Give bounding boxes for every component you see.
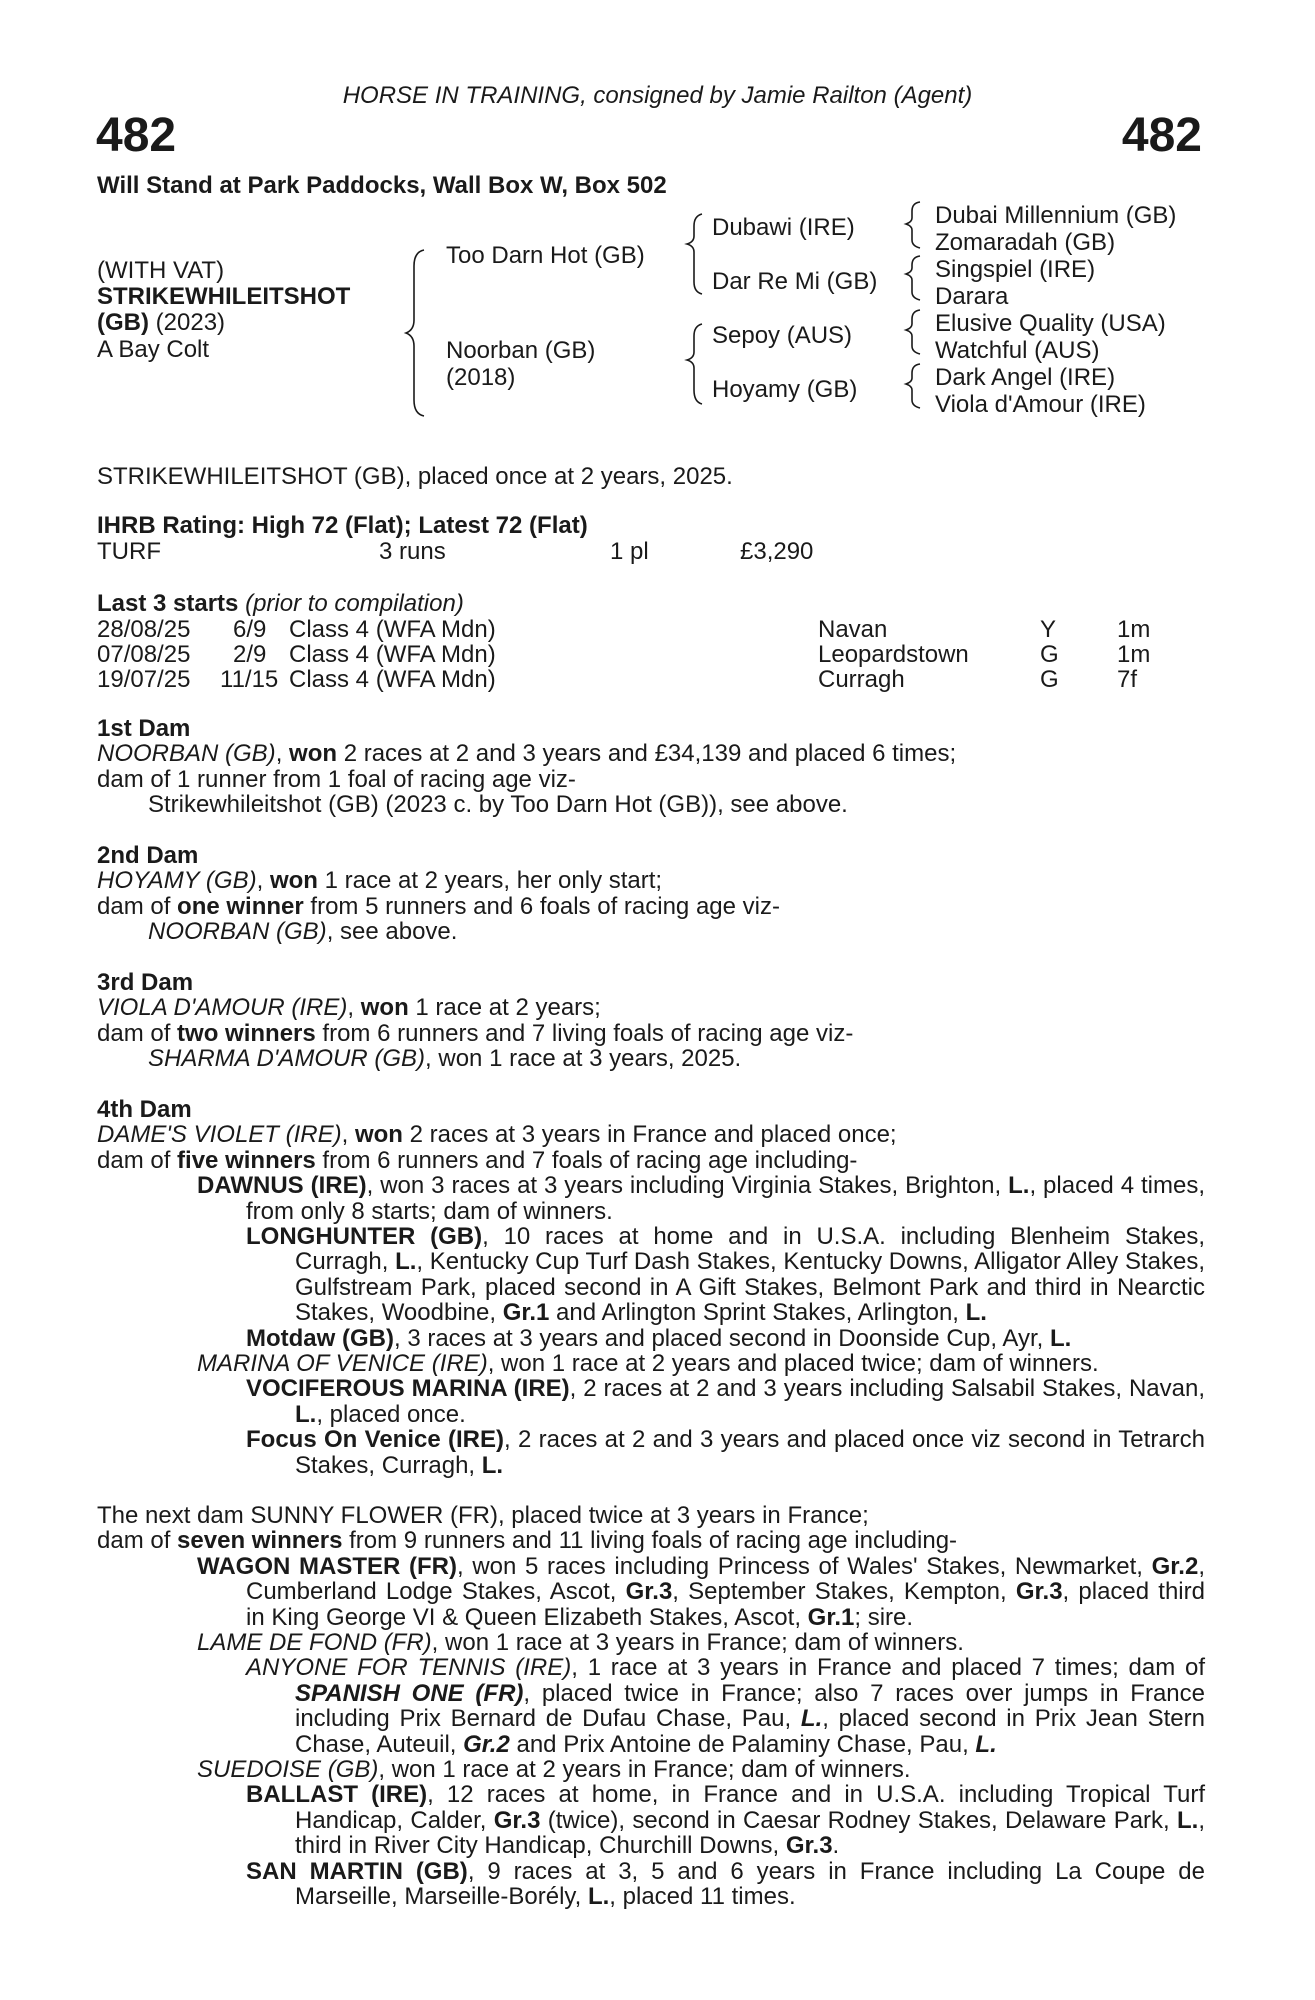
next-dam-section	[97, 1503, 1205, 1910]
group-label: Gr.3	[625, 1578, 673, 1606]
produce-record: , 10 races at home and in U.S.A. including Blenheim Stakes, Curragh,	[295, 1223, 1206, 1276]
produce-record: , placed 4 times, from only 8 starts; dam of winners.	[246, 1172, 1205, 1225]
start-course: Leopardstown	[818, 641, 969, 668]
produce-record: , won 1 race at 2 years and placed twice; dam of winners.	[487, 1350, 1099, 1378]
pedigree-sire-sire: Dubawi (IRE)	[712, 214, 855, 241]
start-position: 11/15	[220, 666, 279, 693]
listed-label: L.	[481, 1451, 504, 1479]
listed-label: L.	[1008, 1172, 1030, 1200]
start-distance: 1m	[1117, 616, 1151, 643]
dam-produce-line: dam of 1 runner from 1 foal of racing age viz-	[97, 765, 576, 793]
produce-record: , placed second in Prix Jean Stern Chase, Auteuil,	[295, 1705, 1205, 1758]
produce-suffix: from 6 runners and 7 foals of racing age including-	[315, 1146, 858, 1174]
horse-description: A Bay Colt	[97, 336, 210, 363]
produce-name: NOORBAN (GB)	[148, 918, 327, 946]
produce-name: Motdaw (GB)	[246, 1324, 394, 1352]
start-class: Class 4 (WFA Mdn)	[289, 641, 496, 668]
fourth-dam-section: 4th Dam DAME'S VIOLET (IRE), won 2 races at 3 years in France and placed once; dam of five winners from 6 runners and 7 foals of racing age including- DAWNUS (IRE), won 3 races at 3 years including Virginia Stakes, Brighton, L., placed 4 times, from only 8 starts; dam of winners. LONGHUNTER (GB), 10 races at home and in U.S.A. including Blenheim Stakes, Curragh, L., Kentucky Cup Turf Dash Stakes, Kentucky Downs, Alligator Alley Stakes, Gulfstream Park, placed second in A Gift Stakes, Belmont Park and third in Nearctic Stakes, Woodbine, Gr.1 and Arlington Sprint Stakes, Arlington, L. Motdaw (GB), 3 races at 3 years and placed second in Doonside Cup, Ayr, L. MARINA OF VENICE (IRE), won 1 race at 2 years and placed twice; dam of winners. VOCIFEROUS MARINA (IRE), 2 races at 2 and 3 years including Salsabil Stakes, Navan, L., placed once. Focus On Venice (IRE), 2 races at 2 and 3 years and placed once viz second in Tetrarch Stakes, Curragh, L.	[97, 1096, 1206, 1479]
start-distance: 1m	[1117, 641, 1151, 668]
produce-entry	[97, 1757, 1205, 1782]
produce-name: ANYONE FOR TENNIS (IRE)	[246, 1654, 572, 1682]
produce-record: , placed once.	[316, 1400, 466, 1428]
produce-name: LAME DE FOND (FR)	[197, 1629, 432, 1657]
produce-record: , won 1 race at 2 years in France; dam of winners.	[378, 1756, 911, 1784]
dam-record: 2 races at 2 and 3 years and £34,139 and placed 6 times;	[337, 740, 957, 768]
listed-label: L.	[1049, 1324, 1072, 1352]
produce-entry	[97, 1859, 1205, 1910]
produce-entry	[97, 1046, 1205, 1071]
produce-record: , won 1 race at 3 years in France; dam of winners.	[431, 1629, 964, 1657]
last-starts-note: (prior to compilation)	[238, 590, 464, 617]
produce-record: , placed twice in France; also 7 races over jumps in France including Prix Bernard de Dufau Chase, Pau,	[295, 1679, 1205, 1733]
produce-record: , won 5 races including Princess of Wales' Stakes, Newmarket,	[456, 1552, 1152, 1580]
produce-suffix: from 5 runners and 6 foals of racing age viz-	[303, 892, 780, 920]
dam-record: 2 races at 3 years in France and placed once;	[402, 1121, 897, 1149]
lot-number-left: 482	[96, 109, 177, 162]
winner-count: two winners	[177, 1019, 316, 1047]
winner-count: one winner	[177, 892, 304, 920]
produce-name: SPANISH ONE (FR)	[295, 1679, 524, 1707]
produce-name: VOCIFEROUS MARINA (IRE)	[246, 1375, 570, 1403]
produce-prefix: dam of	[97, 1019, 178, 1047]
start-position: 2/9	[233, 641, 267, 668]
produce-record: .	[832, 1832, 840, 1860]
brace-g56	[906, 310, 920, 354]
produce-entry	[97, 1782, 1205, 1858]
rating-prize: £3,290	[740, 538, 814, 565]
won-label: won	[360, 994, 409, 1022]
third-dam-section: 3rd Dam VIOLA D'AMOUR (IRE), won 1 race at 2 years; dam of two winners from 6 runners and 7 living foals of racing age viz- SHARMA D'AMOUR (GB), won 1 race at 3 years, 2025.	[97, 970, 1205, 1072]
start-date: 28/08/25	[97, 616, 191, 643]
brace-g78	[906, 364, 920, 408]
produce-entry	[97, 1326, 1205, 1351]
race-summary: STRIKEWHILEITSHOT (GB), placed once at 2 years, 2025.	[97, 463, 733, 490]
dam-name: VIOLA D'AMOUR (IRE)	[97, 994, 348, 1022]
dam-name: DAME'S VIOLET (IRE)	[97, 1121, 342, 1149]
produce-entry	[97, 1173, 1205, 1224]
pedigree-sire: Too Darn Hot (GB)	[446, 242, 645, 269]
produce-name: SAN MARTIN (GB)	[246, 1857, 468, 1885]
produce-name: SUEDOISE (GB)	[197, 1756, 379, 1784]
produce-entry: Strikewhileitshot (GB) (2023 c. by Too Darn Hot (GB)), see above.	[148, 791, 848, 819]
produce-record: and Prix Antoine de Palaminy Chase, Pau,	[509, 1730, 976, 1758]
stabling-info: Will Stand at Park Paddocks, Wall Box W, Box 502	[97, 172, 667, 199]
produce-name: MARINA OF VENICE (IRE)	[197, 1350, 488, 1378]
produce-entry	[97, 919, 1205, 944]
second-dam-section: 2nd Dam HOYAMY (GB), won 1 race at 2 years, her only start; dam of one winner from 5 runners and 6 foals of racing age viz- NOORBAN (GB), see above.	[97, 843, 1205, 945]
produce-record: , won 3 races at 3 years including Virginia Stakes, Brighton,	[366, 1172, 1009, 1200]
produce-record: , 2 races at 2 and 3 years including Salsabil Stakes, Navan,	[569, 1375, 1205, 1403]
produce-entry	[97, 1630, 1205, 1655]
produce-name: WAGON MASTER (FR)	[197, 1552, 457, 1580]
brace-dam	[687, 324, 702, 404]
group-label: Gr.2	[463, 1730, 510, 1758]
start-distance: 7f	[1117, 666, 1138, 693]
pedigree-g6: Watchful (AUS)	[935, 337, 1100, 364]
produce-name: DAWNUS (IRE)	[197, 1172, 367, 1200]
pedigree-g5: Elusive Quality (USA)	[935, 310, 1166, 337]
start-position: 6/9	[233, 616, 267, 643]
produce-entry	[97, 1224, 1205, 1326]
listed-label: L.	[975, 1730, 997, 1758]
pedigree-dam-sire: Sepoy (AUS)	[712, 322, 853, 349]
vat-status: (WITH VAT)	[97, 257, 225, 284]
produce-entry	[97, 1554, 1205, 1630]
dam-produce-line	[97, 1528, 1205, 1553]
brace-sire	[687, 214, 702, 294]
last-starts-title: Last 3 starts	[97, 590, 239, 617]
fourth-dam-heading: 4th Dam	[97, 1096, 192, 1123]
produce-name: LONGHUNTER (GB)	[246, 1223, 483, 1251]
produce-record: , September Stakes, Kempton,	[672, 1578, 1016, 1606]
first-dam-heading: 1st Dam	[97, 715, 191, 742]
pedigree-g4: Darara	[935, 283, 1009, 310]
start-course: Curragh	[818, 666, 905, 693]
produce-record: and Arlington Sprint Stakes, Arlington,	[549, 1299, 966, 1327]
pedigree-dam-dam: Hoyamy (GB)	[712, 376, 858, 403]
group-label: Gr.1	[807, 1603, 855, 1631]
produce-prefix: dam of	[97, 1146, 178, 1174]
produce-record: , Cumberland Lodge Stakes, Ascot,	[246, 1552, 1205, 1606]
pedigree-dam-year: (2018)	[446, 364, 516, 391]
first-dam-section: 1st Dam NOORBAN (GB), won 2 races at 2 and 3 years and £34,139 and placed 6 times; dam of 1 runner from 1 foal of racing age viz- Strikewhileitshot (GB) (2023 c. by Too Darn Hot (GB)), see above.	[97, 716, 1205, 818]
start-going: G	[1040, 641, 1059, 668]
produce-record: , 2 races at 2 and 3 years and placed once viz second in Tetrarch Stakes, Curragh,	[295, 1426, 1206, 1479]
start-going: G	[1040, 666, 1059, 693]
pedigree-g1: Dubai Millennium (GB)	[935, 202, 1177, 229]
winner-count: five winners	[177, 1146, 316, 1174]
produce-entry	[97, 1655, 1205, 1757]
produce-entry	[97, 1376, 1205, 1427]
produce-suffix: from 6 runners and 7 living foals of racing age viz-	[315, 1019, 854, 1047]
brace-g34	[906, 256, 920, 300]
pedigree-sire-dam: Dar Re Mi (GB)	[712, 268, 878, 295]
produce-record: , 3 races at 3 years and placed second in Doonside Cup, Ayr,	[393, 1324, 1050, 1352]
produce-record: ; sire.	[854, 1603, 914, 1631]
produce-record: , Kentucky Cup Turf Dash Stakes, Kentucky Downs, Alligator Alley Stakes, Gulfstream Park, placed second in A Gift Stakes, Belmont Park and third in Nearctic Stakes, Woodbine,	[295, 1248, 1206, 1327]
listed-label: L.	[587, 1883, 610, 1911]
produce-record: , placed third in King George VI & Queen Elizabeth Stakes, Ascot,	[246, 1578, 1205, 1631]
horse-year: (2023)	[148, 309, 226, 336]
listed-label: L.	[965, 1299, 987, 1327]
won-label: won	[354, 1121, 403, 1149]
horse-name: STRIKEWHILEITSHOT	[97, 283, 351, 310]
produce-record: , 12 races at home, in France and in U.S.A. including Tropical Turf Handicap, Calder,	[295, 1781, 1205, 1834]
lot-number-right: 482	[1121, 109, 1202, 162]
won-label: won	[289, 740, 338, 768]
group-label: Gr.3	[1015, 1578, 1063, 1606]
group-label: Gr.1	[502, 1299, 550, 1327]
produce-prefix: dam of	[97, 892, 178, 920]
won-label: won	[269, 867, 318, 895]
produce-name: BALLAST (IRE)	[246, 1781, 428, 1809]
produce-record: , see above.	[326, 918, 458, 946]
group-label: Gr.2	[1151, 1552, 1199, 1580]
start-course: Navan	[818, 616, 888, 643]
produce-record: , won 1 race at 3 years, 2025.	[425, 1045, 742, 1073]
produce-prefix: dam of	[97, 1527, 178, 1555]
start-date: 19/07/25	[97, 666, 191, 693]
pedigree-g8: Viola d'Amour (IRE)	[935, 391, 1146, 418]
listed-label: L.	[1177, 1806, 1199, 1834]
produce-name: SHARMA D'AMOUR (GB)	[148, 1045, 426, 1073]
produce-entry	[97, 1351, 1205, 1376]
group-label: Gr.3	[493, 1806, 541, 1834]
dam-record: 1 race at 2 years;	[408, 994, 601, 1022]
start-class: Class 4 (WFA Mdn)	[289, 616, 496, 643]
horse-country: (GB)	[97, 309, 149, 336]
last-starts-heading	[97, 590, 464, 618]
start-class: Class 4 (WFA Mdn)	[289, 666, 496, 693]
second-dam-heading: 2nd Dam	[97, 842, 199, 869]
dam-name: NOORBAN (GB)	[97, 740, 276, 768]
produce-name: Focus On Venice (IRE)	[246, 1426, 504, 1454]
listed-label: L.	[395, 1248, 417, 1276]
produce-record: , third in River City Handicap, Churchill Downs,	[295, 1806, 1206, 1860]
produce-record: , 1 race at 3 years in France and placed 7 times; dam of	[571, 1654, 1205, 1682]
brace-g12	[906, 202, 920, 248]
dam-produce-line	[97, 894, 1205, 919]
listed-label: L.	[800, 1705, 823, 1733]
rating-surface: TURF	[97, 538, 161, 565]
brace-main	[406, 250, 424, 416]
pedigree-g3: Singspiel (IRE)	[935, 256, 1096, 283]
page-header: HORSE IN TRAINING, consigned by Jamie Railton (Agent)	[342, 82, 973, 109]
pedigree-g2: Zomaradah (GB)	[935, 229, 1116, 256]
listed-label: L.	[295, 1400, 317, 1428]
start-going: Y	[1040, 616, 1057, 643]
dam-produce-line	[97, 1148, 1205, 1173]
dam-produce-line	[97, 1021, 1205, 1046]
produce-entry	[97, 1427, 1205, 1478]
dam-name: HOYAMY (GB)	[97, 867, 257, 895]
dam-record: 1 race at 2 years, her only start;	[317, 867, 663, 895]
group-label: Gr.3	[785, 1832, 833, 1860]
rating-placed: 1 pl	[610, 538, 649, 565]
third-dam-heading: 3rd Dam	[97, 969, 194, 996]
produce-record: , placed 11 times.	[609, 1883, 796, 1911]
produce-suffix: from 9 runners and 11 living foals of racing age including-	[342, 1527, 958, 1555]
pedigree-dam: Noorban (GB)	[446, 337, 596, 364]
pedigree-g7: Dark Angel (IRE)	[935, 364, 1116, 391]
rating-runs: 3 runs	[379, 538, 446, 565]
rating-heading: IHRB Rating: High 72 (Flat); Latest 72 (Flat)	[97, 512, 588, 539]
winner-count: seven winners	[177, 1527, 343, 1555]
produce-record: , 9 races at 3, 5 and 6 years in France including La Coupe de Marseille, Marseille-Borély,	[295, 1857, 1206, 1911]
next-dam-line: The next dam SUNNY FLOWER (FR), placed twice at 3 years in France;	[97, 1502, 869, 1529]
start-date: 07/08/25	[97, 641, 191, 668]
produce-record: (twice), second in Caesar Rodney Stakes, Delaware Park,	[540, 1806, 1178, 1834]
